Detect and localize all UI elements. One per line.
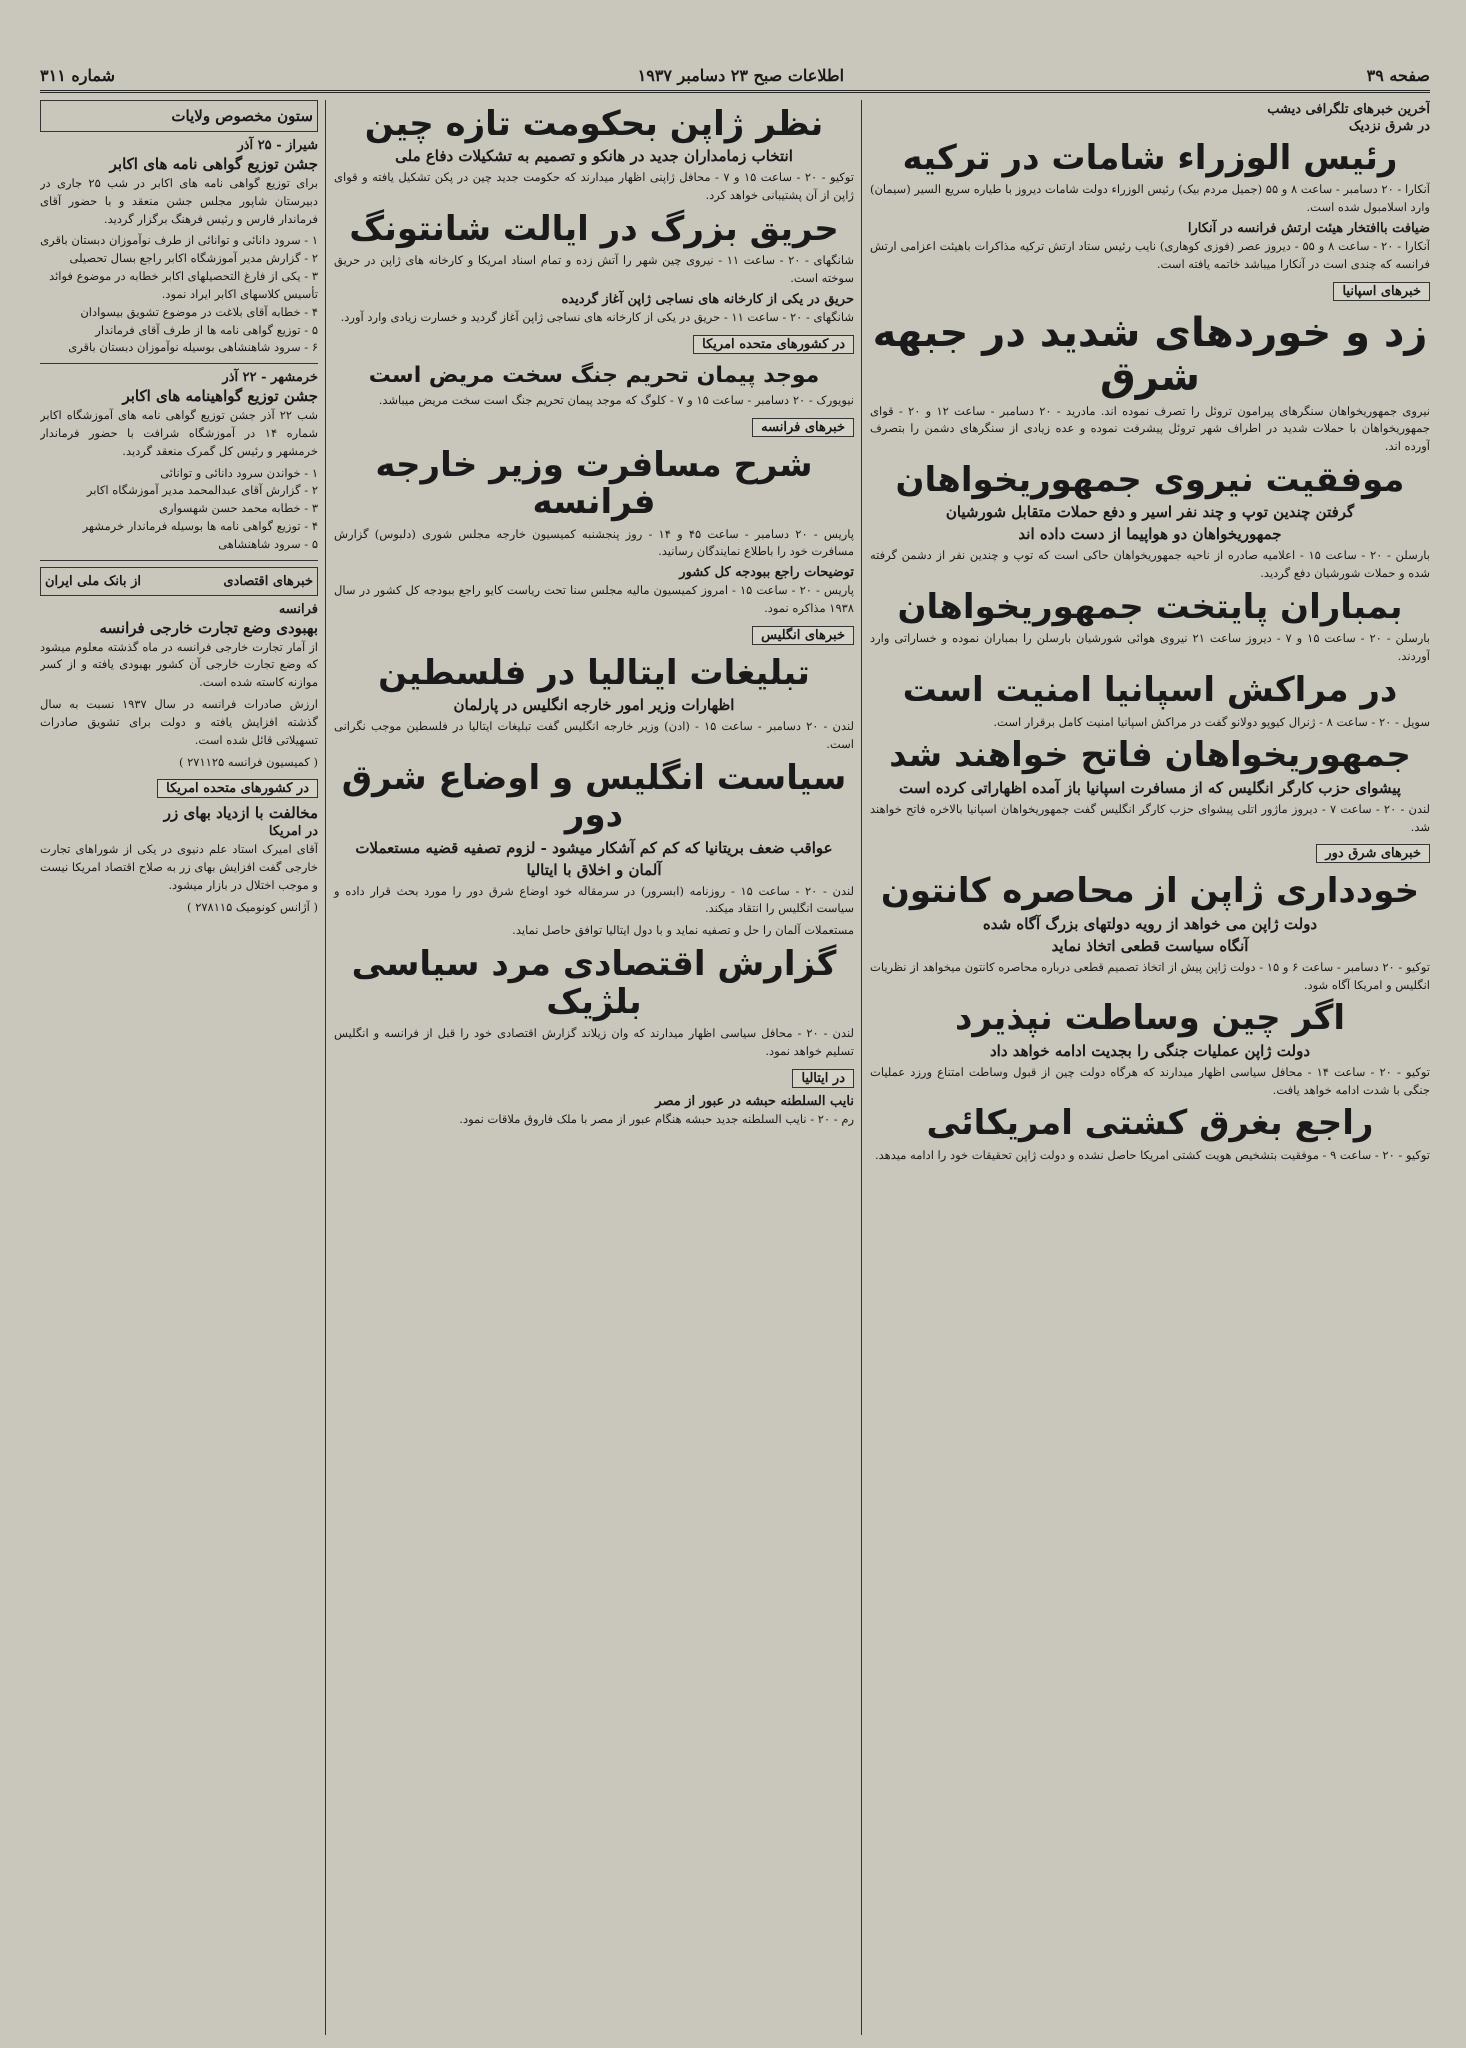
subheadline-gold-price: در امریکا [268,824,318,840]
article-abyssinia-regent: رم - ۲۰ - نایب السلطنه جدید حبشه هنگام عبور از مصر با ملک فاروق ملاقات نمود. [459,1111,854,1126]
article-japan-china-gov: توکیو - ۲۰ - ساعت ۱۵ و ۷ - محافل ژاپنی اظهار میدارند که حکومت جدید چین در پکن تشکیل یافته و قوای ژاپن از آن پشتیبانی خواهد کرد. [334,170,854,203]
article-french-budget: پاریس - ۲۰ - ساعت ۱۵ - امروز کمیسیون مالیه مجلس سنا تحت ریاست کایو راجع ببودجه کل کشور در سال ۱۹۳۸ مذاکره نمود. [334,583,854,616]
article-canton-blockade: توکیو - ۲۰ دسامبر - ساعت ۶ و ۱۵ - دولت ژاپن پیش از اتخاذ تصمیم قطعی درباره محاصره کانتون میخواهد از نظریات انگلیس و امریکا آگاه شود. [870,959,1430,992]
headline-french-fm-trip: شرح مسافرت وزیر خارجه فرانسه [375,444,813,523]
headline-republican-success: موفقیت نیروی جمهوریخواهان [895,460,1405,501]
article-shantung-fire: شانگهای - ۲۰ - ساعت ۱۱ - نیروی چین شهر را آتش زده و تمام اسناد امریکا و کارخانه های ژاپن در حریق سوخته است. [334,253,854,286]
list-item: ۳ - یکی از فارغ التحصیلهای اکابر خطابه در موضوع فوائد تأسیس کلاسهای اکابر ایراد نمود. [49,269,318,301]
article-china-mediation: توکیو - ۲۰ - ساعت ۱۴ - محافل سیاسی اظهار میدارند که هرگاه دولت چین از قبول وساطت امتناع ورزد عملیات جنگی با شدت ادامه خواهد یافت. [870,1064,1430,1097]
article-kellogg-ill: نیویورک - ۲۰ دسامبر - ساعت ۱۵ و ۷ - کلوگ که موجد پیمان تحریم جنگ است سخت مریض میباشد. [378,393,854,408]
kicker-french-budget: توضیحات راجع ببودجه کل کشور [679,565,854,581]
middle-column [325,100,854,2035]
article-syria-pm: آنکارا - ۲۰ دسامبر - ساعت ۸ و ۵۵ (جمیل مردم بیک) رئیس الوزراء دولت شامات دیروز با طیاره سریع السیر (سیمان) وارد اسلامبول شده است. [870,182,1430,215]
list-item: ۲ - گزارش آقای عبدالمحمد مدیر آموزشگاه اکابر [86,483,318,498]
article-italy-palestine: لندن - ۲۰ دسامبر - ساعت ۱۵ - (ادن) وزیر خارجه انگلیس گفت تبلیغات ایتالیا در فلسطین موجب نگرانی است. [334,719,854,752]
headline-japan-china-gov: نظر ژاپن بحکومت تازه چین [364,104,824,144]
right-column [861,100,1430,2035]
article-american-ship: توکیو - ۲۰ - ساعت ۹ - موفقیت بتشخیص هویت کشتی امریکا حاصل نشده و دولت ژاپن تحقیقات خود را ادامه میدهد. [874,1147,1430,1162]
headline-gold-price: مخالفت با ازدیاد بهای زر [163,804,318,823]
headline-france-trade: بهبودی وضع تجارت خارجی فرانسه [99,618,318,637]
page-number: صفحه ۳۹ [1366,65,1430,85]
kicker-textile-fire: حریق در یکی از کارخانه های نساجی ژاپن آغاز گردیده [561,292,854,308]
subheadline-uk-far-east: عواقب ضعف بریتانیا که کم کم آشکار میشود - لزوم تصفیه قضیه مستعملات [355,838,833,857]
kicker-french-army: ضیافت باافتخار هیئت ارتش فرانسه در آنکارا [1187,221,1430,237]
headline-china-mediation: اگر چین وساطت نپذیرد [954,998,1346,1039]
list-item: ۵ - سرود شاهنشاهی [218,536,318,551]
headline-morocco-security: در مراکش اسپانیا امنیت است [902,670,1398,711]
article-french-fm-trip: پاریس - ۲۰ دسامبر - ساعت ۴۵ و ۱۴ - روز پنجشنبه کمیسیون خارجه مجلس شوری (دلبوس) گزارش مسافرت خود را باطلاع نمایندگان رسانید. [334,526,854,559]
headline-khorramshahr-ceremony: جشن توزیع گواهینامه های اکابر [122,387,318,406]
right-kicker-near-east: در شرق نزدیک [1348,119,1430,134]
kicker-abyssinia-regent: نایب السلطنه حبشه در عبور از مصر [655,1093,854,1109]
masthead [40,60,1430,93]
subheadline-uk-far-east-2: آلمان و اخلاق با ایتالیا [526,860,662,879]
section-tag-far-east: خبرهای شرق دور [1316,844,1430,863]
headline-shiraz-ceremony: جشن توزیع گواهی نامه های اکابر [109,155,318,173]
divider [40,363,318,364]
article-france-trade: از آمار تجارت خارجی فرانسه در ماه گذشته معلوم میشود که وضع تجارت خارجی آن کشور بهبودی یافته و از کسر موازنه کاسته شده است. [40,639,318,690]
headline-american-ship: راجع بغرق کشتی امریکائی [926,1103,1374,1144]
subheadline-china-mediation: دولت ژاپن عملیات جنگی را بجدیت ادامه خواهد داد [989,1041,1311,1060]
article-uk-far-east-2: مستعملات آلمان را حل و تصفیه نماید و با دول ایتالیا توافق حاصل نماید. [512,923,854,938]
section-tag-economic: خبرهای اقتصادی [223,573,313,589]
headline-italy-palestine: تبلیغات ایتالیا در فلسطین [378,652,810,693]
list-item: ۴ - توزیع گواهی نامه ها بوسیله فرماندار خرمشهر [82,519,318,533]
issue-number: شماره ۳۱۱ [40,65,115,85]
article-republican-success: بارسلن - ۲۰ - ساعت ۱۵ - اعلامیه صادره از ناحیه جمهوریخواهان حاکی است که توپ و چندین نفر از دشمن گرفته شده و حملات شورشیان دفع گردید. [870,548,1430,581]
list-item: ۳ - خطابه محمد حسن شهسواری [158,501,318,516]
subheadline-canton-policy: آنگاه سیاست قطعی اتخاذ نماید [1051,936,1249,955]
headline-east-front: زد و خوردهای شدید در جبهه شرق [872,309,1428,400]
publication-date: اطلاعات صبح ۲۳ دسامبر ۱۹۳۷ [637,65,845,85]
list-item: ۴ - خطابه آقای بلاغت در موضوع تشویق بیسوادان [80,304,318,319]
left-column [40,100,318,2035]
article-khorramshahr-ceremony: شب ۲۲ آذر جشن توزیع گواهی نامه های آموزشگاه اکابر شماره ۱۴ در آموزشگاه شرافت با حضور فرماندار خرمشهر و رئیس کل گمرک منعقد گردید. [40,408,318,458]
headline-syria-pm: رئیس الوزراء شامات در ترکیه [902,138,1398,178]
newspaper-page [40,60,1430,2035]
headline-shantung-fire: حریق بزرگ در ایالت شانتونگ [349,209,839,250]
article-shiraz-ceremony: برای توزیع گواهی نامه های اکابر در شب ۲۵ جاری در دبیرستان شاپور مجلس جشن منعقد و با حضور آقای فرماندار فارس و رئیس فرهنگ برگزار گردید. [40,176,318,226]
headline-capital-bombing: بمباران پایتخت جمهوریخواهان [897,587,1403,628]
section-tag-usa: در کشورهای متحده امریکا [693,335,854,354]
article-textile-fire: شانگهای - ۲۰ - ساعت ۱۱ - حریق در یکی از کارخانه های نساجی ژاپن آغاز گردید و خسارت زیادی وارد آورد. [340,310,854,325]
section-tag-usa-econ: در کشورهای متحده امریکا [157,779,318,798]
right-top-label: آخرین خبرهای تلگرافی دیشب [1267,102,1430,117]
subheadline-italy-palestine: اظهارات وزیر امور خارجه انگلیس در پارلمان [453,696,735,715]
subheadline-republicans-win: پیشوای حزب کارگر انگلیس که از مسافرت اسپانیا باز آمده اظهاراتی کرده است [899,778,1401,797]
section-tag-france: خبرهای فرانسه [752,418,854,437]
divider [40,560,318,561]
article-gold-price: آقای امیرک استاد علم دنیوی در یکی از شوراهای تجارت خارجی گفت افزایش بهای زر به صلاح اقتصاد امریکا نیست و موجب اختلال در بازار میشود. [40,842,318,892]
headline-kellogg-ill: موجد پیمان تحریم جنگ سخت مریض است [368,362,820,388]
headline-belgian-report: گزارش اقتصادی مرد سیاسی بلژیک [351,944,837,1022]
list-item: ۵ - توزیع گواهی نامه ها از طرف آقای فرماندار [95,322,318,337]
section-tag-national-bank: از بانک ملی ایران [45,573,141,589]
headline-republicans-win: جمهوریخواهان فاتح خواهند شد [889,735,1411,776]
dateline-shiraz: شیراز - ۲۵ آذر [237,138,318,153]
subheadline-republican-planes: جمهوریخواهان دو هواپیما از دست داده اند [1018,525,1282,544]
country-france: فرانسه [278,601,318,617]
section-tag-spain: خبرهای اسپانیا [1333,282,1430,301]
list-item: ۲ - گزارش مدیر آموزشگاه اکابر راجع بسال تحصیلی [69,251,318,266]
section-tag-uk: خبرهای انگلیس [752,626,854,645]
article-east-front: نیروی جمهوریخواهان سنگرهای پیرامون تروئل را تصرف نموده اند. مادرید - ۲۰ دسامبر - ساعت ۱۲ و ۲۰ - قوای جمهوریخواهان با حملات شدید در اطراف شهر تروئل پیشرفت نموده و عده زیادی از سنگرهای دشمن را بتصرف آورده اند. [870,403,1430,454]
economic-news-banner [40,567,318,596]
section-tag-italy: در ایتالیا [792,1069,854,1088]
list-item: ۱ - خواندن سرود دانائی و توانائی [160,465,318,480]
subheadline-republican-success: گرفتن چندین توپ و چند نفر اسیر و دفع حملات متقابل شورشیان [945,503,1355,522]
dateline-khorramshahr: خرمشهر - ۲۲ آذر [222,370,318,386]
subheadline-japan-china-gov: انتخاب زمامداران جدید در هانکو و تصمیم به تشکیلات دفاع ملی [395,147,793,166]
headline-canton-blockade: خودداری ژاپن از محاصره کانتون [880,871,1420,912]
article-france-trade-2: ارزش صادرات فرانسه در سال ۱۹۳۷ نسبت به سال گذشته افزایش یافته و دولت برای تشویق صادرات تسهیلاتی قائل شده است. [40,697,318,747]
article-uk-far-east: لندن - ۲۰ - ساعت ۱۵ - روزنامه (ابسرور) در سرمقاله خود اوضاع شرق دور را مورد بحث قرار داده و سیاست انگلیس را انتقاد میکند. [334,883,854,916]
list-item: ۶ - سرود شاهنشاهی بوسیله نوآموزان دبستان باقری [68,340,318,355]
footnote-gold-price: ( آژانس کونومیک ۲۷۸۱۱۵ ) [187,899,318,914]
subheadline-canton-blockade: دولت ژاپن می خواهد از رویه دولتهای بزرگ آگاه شده [982,914,1318,933]
footnote-france-trade: ( کمیسیون فرانسه ۲۷۱۱۲۵ ) [178,754,318,769]
article-belgian-report: لندن - ۲۰ - محافل سیاسی اظهار میدارند که وان زیلاند گزارش اقتصادی خود را قبل از فرانسه و انگلیس تسلیم خواهد نمود. [334,1025,854,1058]
headline-uk-far-east: سیاست انگلیس و اوضاع شرق دور [341,757,847,836]
provinces-column-title: ستون مخصوص ولایات [40,100,318,132]
list-item: ۱ - سرود دانائی و توانائی از طرف نوآموزان دبستان باقری [40,233,318,248]
article-french-army: آنکارا - ۲۰ - ساعت ۸ و ۵۵ - دیروز عصر (فوزی کوهاری) نایب رئیس ستاد ارتش ترکیه مذاکرات باهیئت اعزامی ارتش فرانسه که چندی است در آنکارا میباشد خاتمه یافته است. [870,239,1430,271]
article-republicans-win: لندن - ۲۰ - ساعت ۷ - دیروز ماژور اتلی پیشوای حزب کارگر انگلیس گفت جمهوریخواهان اسپانیا بالاخره فاتح خواهند شد. [870,801,1430,834]
article-capital-bombing: بارسلن - ۲۰ - ساعت ۱۵ و ۷ - دیروز ساعت ۲۱ نیروی هوائی شورشیان بارسلن را بمباران نموده و خساراتی وارد آوردند. [870,631,1430,664]
article-morocco-security: سویل - ۲۰ - ساعت ۸ - ژنرال کیوپو دولانو گفت در مراکش اسپانیا امنیت کامل برقرار است. [993,714,1430,729]
